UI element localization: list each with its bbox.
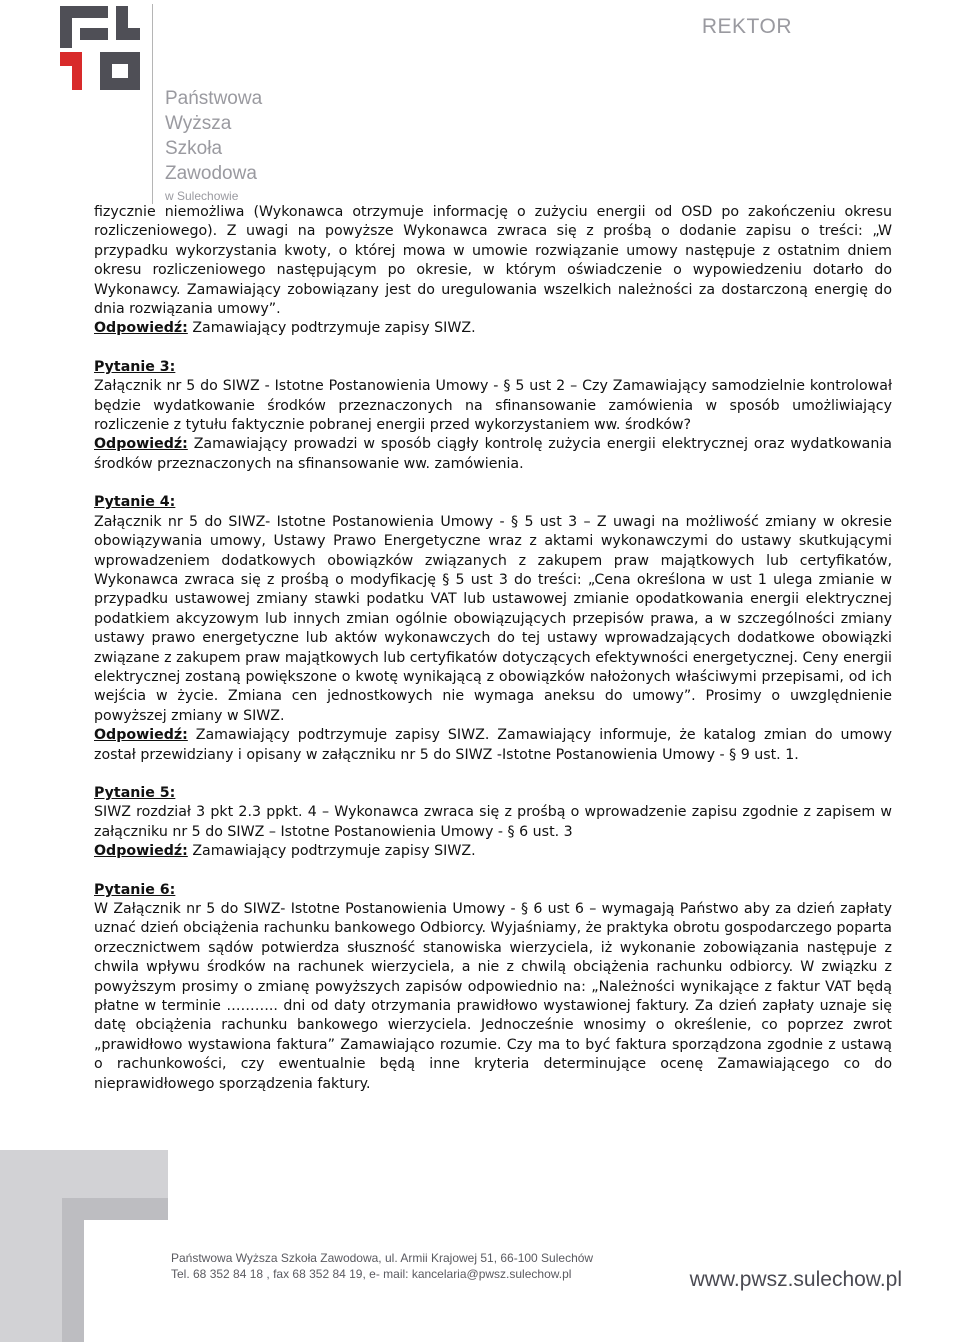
answer-text: Zamawiający podtrzymuje zapisy SIWZ. [187, 320, 476, 337]
school-line-2: Wyższa [165, 113, 232, 134]
question-text: Załącznik nr 5 do SIWZ- Istotne Postanowienia Umowy - § 5 ust 3 – Z uwagi na możliwość zmiany w okresie obowiązywania umowy, Ustawy Prawo Energetyczne wraz z aktami wykonawczymi do ustawy skutkującymi wprowadzeniem dodatkowych obowiązków związanych z zakupem praw majątkowych lub certyfikatów, Wykonawca zwraca się z prośbą o modyfikację § 5 ust 3 do treści: „Cena określona w ust 1 ulega zmianie w przypadku ustawowej zmiany stawki podatku VAT lub ustawowej zmianie opodatkowania energii elektrycznej podatkiem akcyzowym lub innych zmian ogólnie obowiązujących przepisów prawa, a w szczególności zmiany ustawy prawo energetyczne lub aktów wykonawczych do tej ustawy wprowadzających dodatkowe obowiązki związane z zakupem praw majątkowych lub certyfikatów dotyczących efektywności energetycznej. Ceny energii elektrycznej zostaną powiększone o kwotę wynikającą z obowiązków nałożonych właściwymi przepisami, od ich wejścia w życie. Zmiana cen jednostkowych nie wymaga aneksu do umowy”. Prosimy o uwzględnienie powyższej zmiany w SIWZ. [94, 513, 892, 724]
footer-contact [171, 1250, 593, 1282]
logo-dark-block [116, 6, 128, 40]
question-text: W Załącznik nr 5 do SIWZ- Istotne Postanowienia Umowy - § 6 ust 6 – wymagają Państwo aby za dzień zapłaty uznać dzień obciążenia rachunku bankowego Odbiorcy. Wyjaśniamy, że praktyka obrotu gospodarczego poparta orzecznictwem sądów potwierdza słuszność stanowiska wierzyciela, iż wykonanie zobowiązania następuje z chwila wpływu środków na rachunek wierzyciela, a nie z chwilą obciążenia rachunku odbiorcy. W związku z powyższym prosimy o zmianę powyższych zapisów odpowiednio na: „Należności wynikające z faktur VAT będą płatne w terminie ……….. dni od daty otrzymania prawidłowo wystawionej faktury. Za dzień zapłaty uznaje się datę obciążenia rachunku bankowego wierzyciela. Jednocześnie wnosimy o określenie, co poprzez zwrot „prawidłowo wystawiona faktura” Zamawiająco rozumie. Czy ma to być faktura sporządzona zgodnie z ustawą o rachunkowości, czy ewentualnie będą inne kryteria determinujące ocenę Zamawiającego co do nieprawidłowego sporządzenia faktury. [94, 901, 892, 1092]
question-text: Załącznik nr 5 do SIWZ - Istotne Postanowienia Umowy - § 5 ust 2 – Czy Zamawiający samodzielnie kontrolował będzie wydatkowanie środków przeznaczonych na sfinansowanie zamówienia w sposób umożliwiający rozliczenie z tytułu faktycznie pobranej energii przed wykorzystaniem ww. środków? [94, 378, 892, 434]
logo-dark-block [100, 64, 112, 90]
document-body [94, 203, 892, 1094]
logo-dark-block [60, 18, 72, 48]
answer-label: Odpowiedź: [94, 436, 188, 453]
footer-website-link[interactable]: www.pwsz.sulechow.pl [689, 1268, 902, 1291]
answer-label: Odpowiedź: [94, 843, 188, 860]
school-location: w Sulechowie [165, 189, 239, 203]
logo-dark-block [100, 52, 140, 64]
logo-dark-block [80, 28, 108, 40]
header-divider [152, 4, 153, 204]
footer-address: Państwowa Wyższa Szkoła Zawodowa, ul. Armii Krajowej 51, 66-100 Sulechów [171, 1251, 594, 1265]
footer-gray-bar [84, 1198, 168, 1220]
logo-red-block [72, 66, 82, 90]
question-answer [94, 435, 892, 474]
intro-paragraph: fizycznie niemożliwa (Wykonawca otrzymuje informację o zużyciu energii od OSD po zakończeniu okresu rozliczeniowego). Z uwagi na powyższe Wykonawca zwraca się z prośbą o dodanie zapisu o treści: „W przypadku wykorzystania kwoty, o której mowa w umowie rozwiązanie umowy następuje z ostatnim dniem okresu rozliczeniowego następującym po okresie, w którym oświadczenie o wypowiedzeniu dotarło do Wykonawcy. Zamawiający zobowiązany jest do uregulowania wszelkich należności za dostarczoną energię do dnia rozwiązania umowy”. [94, 204, 892, 318]
question-answer [94, 726, 892, 765]
answer-text: Zamawiający prowadzi w sposób ciągły kontrolę zużycia energii elektrycznej oraz wydatkowania środków przeznaczonych na sfinansowanie ww. zamówienia. [94, 436, 892, 472]
logo-dark-block [112, 78, 128, 90]
answer-label: Odpowiedź: [94, 727, 188, 744]
footer-decoration [0, 1150, 220, 1342]
logo-dark-block [128, 28, 140, 40]
school-name [165, 86, 262, 204]
question-answer [94, 842, 892, 861]
answer-text: Zamawiający podtrzymuje zapisy SIWZ. [187, 843, 476, 860]
school-line-4: Zawodowa [165, 163, 257, 184]
question-title: Pytanie 6: [94, 881, 176, 898]
logo-dark-block [60, 6, 108, 18]
question-text: SIWZ rozdział 3 pkt 2.3 ppkt. 4 – Wykonawca zwraca się z prośbą o wprowadzenie zapisu zgodnie z zapisem w załączniku nr 5 do SIWZ – Istotne Postanowienia Umowy - § 6 ust. 3 [94, 804, 892, 840]
question-title: Pytanie 3: [94, 358, 176, 375]
footer-phone-email[interactable]: Tel. 68 352 84 18 , fax 68 352 84 19, e- mail: kancelaria@pwsz.sulechow.pl [171, 1267, 572, 1281]
school-line-3: Szkoła [165, 138, 223, 159]
office-label: REKTOR [701, 15, 792, 38]
question-title: Pytanie 4: [94, 494, 176, 511]
logo-red-block [60, 52, 82, 66]
logo-dark-block [128, 64, 140, 90]
footer-gray-bar [62, 1198, 84, 1342]
intro-answer [94, 319, 892, 338]
question-title: Pytanie 5: [94, 784, 176, 801]
answer-text: Zamawiający podtrzymuje zapisy SIWZ. Zamawiający informuje, że katalog zmian do umowy został przewidziany i opisany w załączniku nr 5 do SIWZ -Istotne Postanowienia Umowy - § 9 ust. 1. [94, 727, 892, 763]
answer-label: Odpowiedź: [94, 320, 188, 337]
school-logo [60, 6, 140, 90]
school-line-1: Państwowa [165, 88, 263, 109]
